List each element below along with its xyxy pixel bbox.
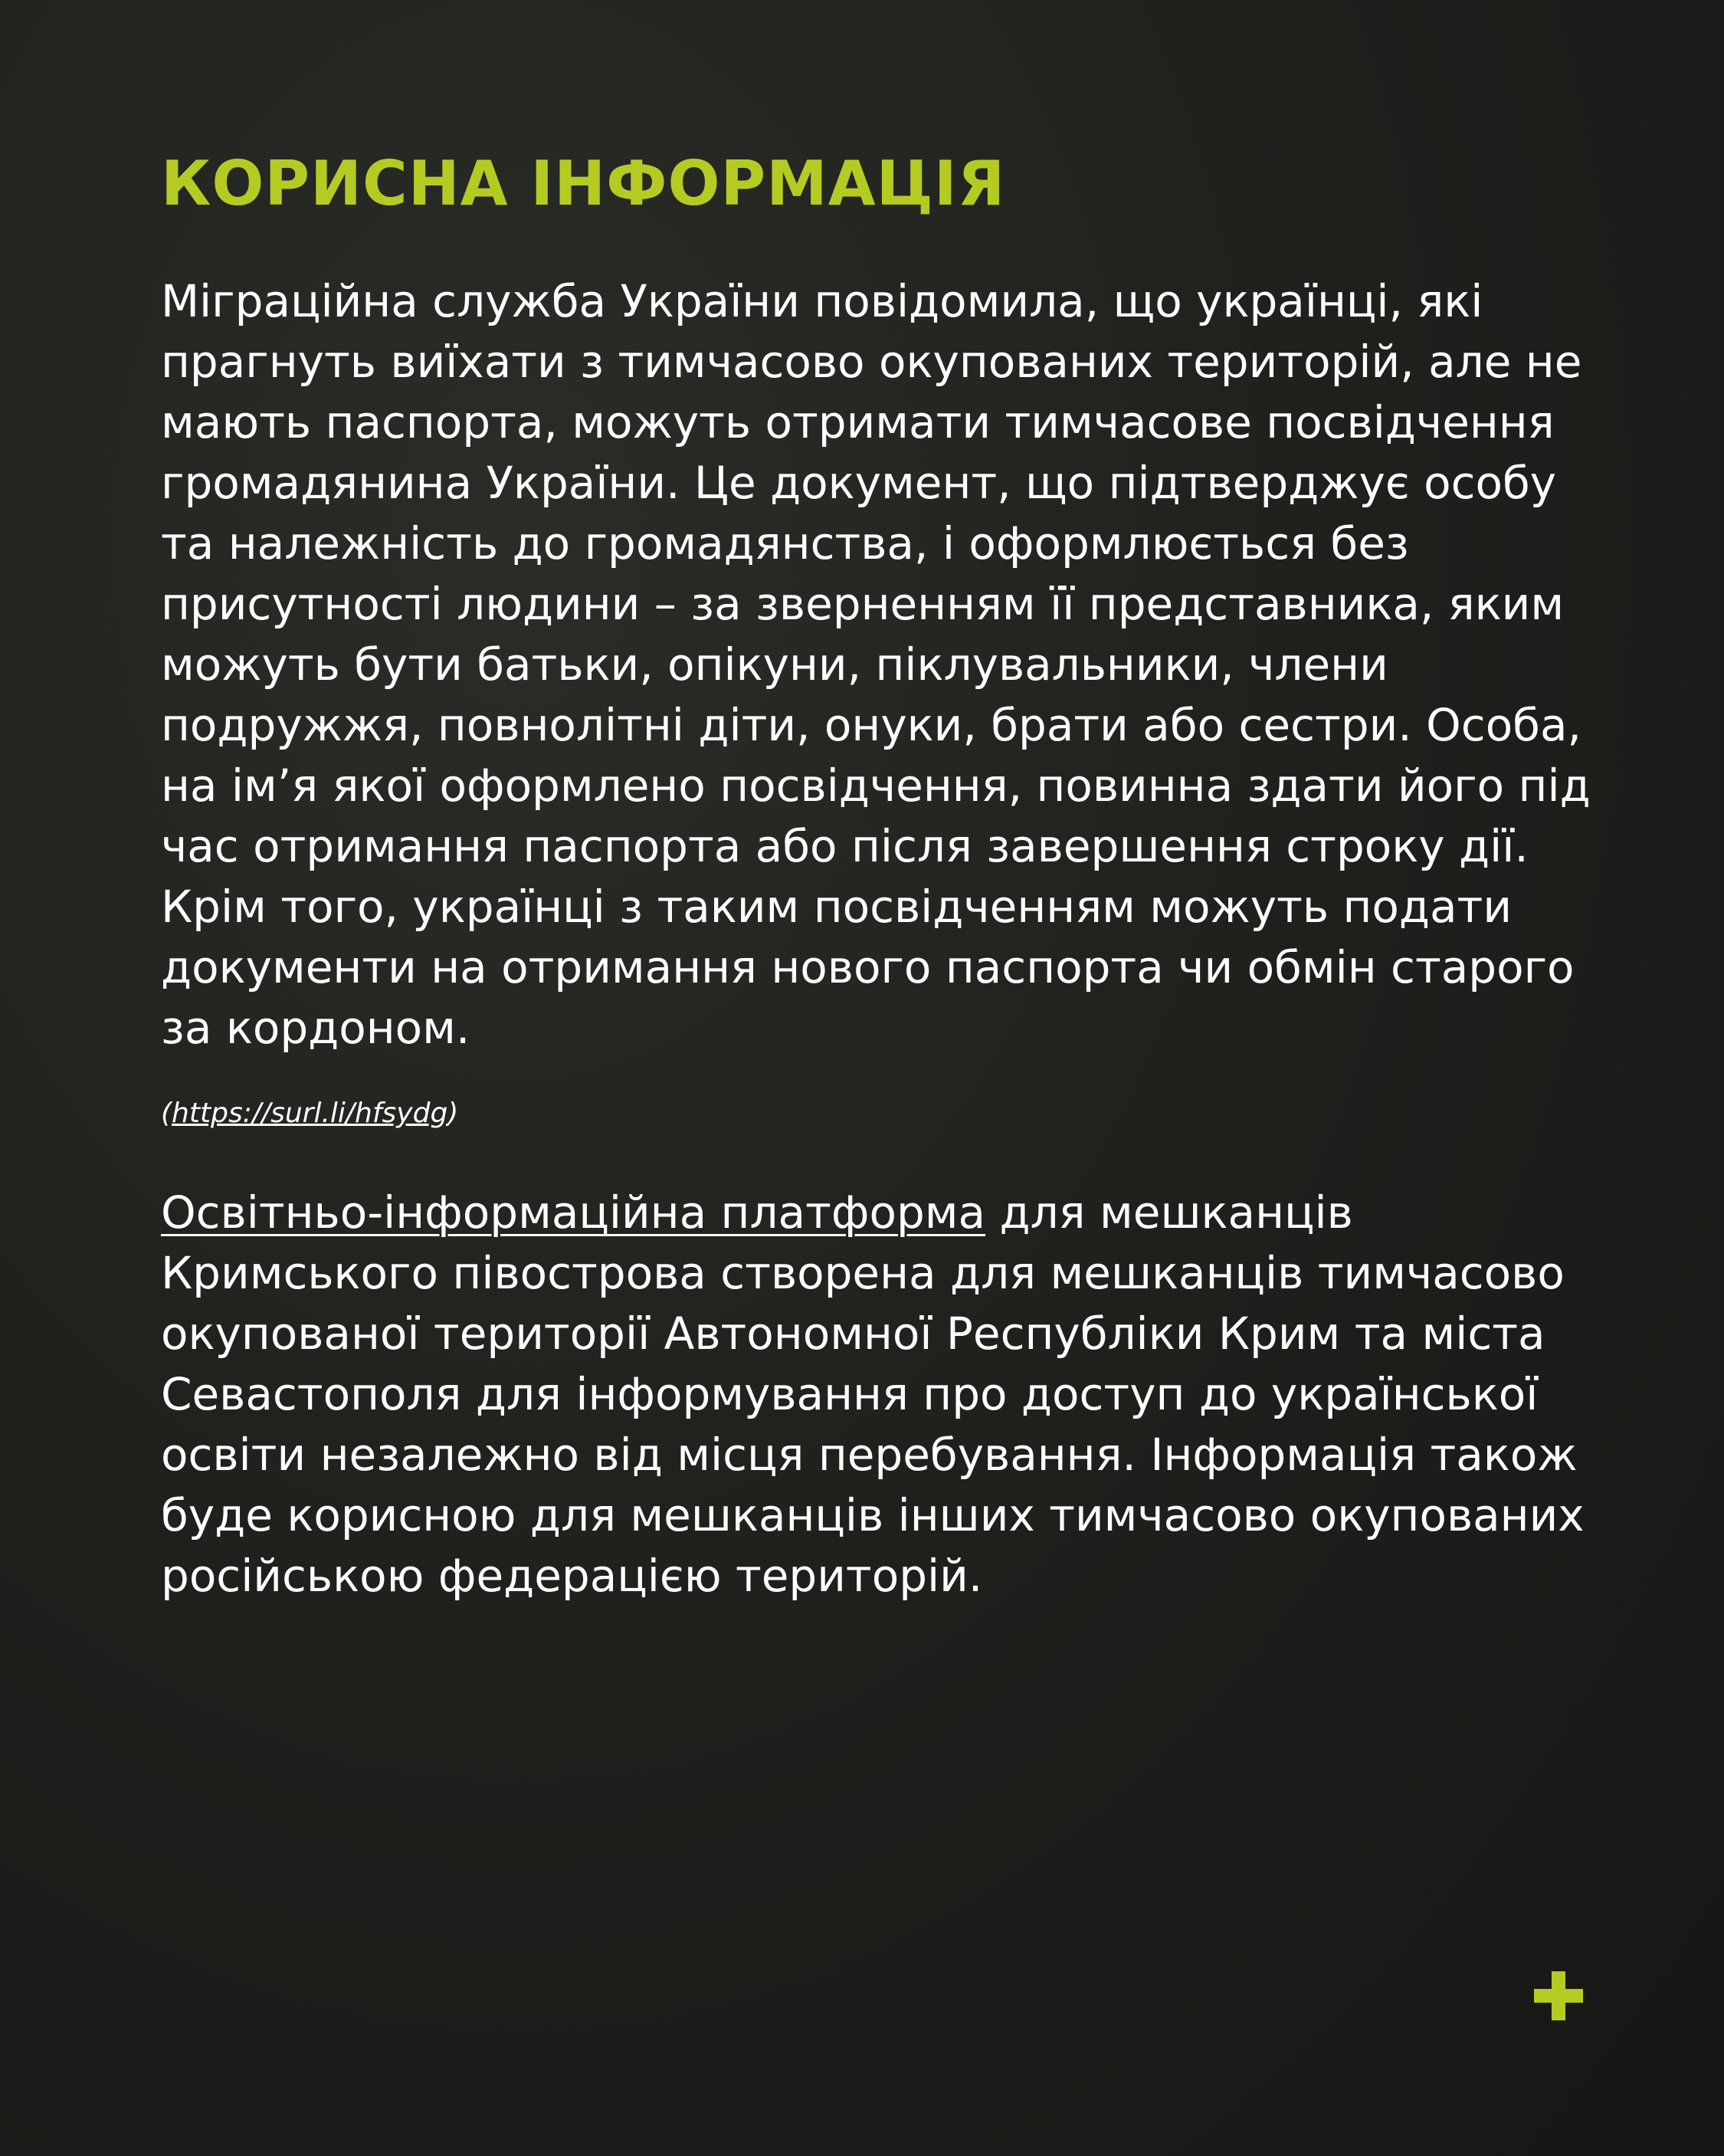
paragraph-passport-info: Міграційна служба України повідомила, що українці, які прагнуть виїхати з тимчасово окупованих територій, але не мають паспорта, можуть отримати тимчасове посвідчення громадянина України. Це документ, що підтверджує особу та належність до громадянства, і оформлюється без присутності людини – за зверненням її представника, яким можуть бути батьки, опікуни, піклувальники, члени подружжя, повнолітні діти, онуки, брати або сестри. Особа, на ім’я якої оформлено посвідчення, повинна здати його під час отримання паспорта або після завершення строку дії. Крім того, українці з таким посвідченням можуть подати документи на отримання нового паспорта чи обмін старого за кордоном. — [161, 275, 1591, 1054]
source-close-paren: ) — [447, 1098, 459, 1129]
education-platform-link[interactable]: Освітньо-інформаційна платформа — [161, 1186, 986, 1239]
page-title: КОРИСНА ІНФОРМАЦІЯ — [161, 148, 1006, 219]
paragraph-education-platform — [161, 1183, 1617, 1606]
source-link[interactable]: https://surl.li/hfsydg — [172, 1098, 448, 1129]
paragraph-education-text: для мешканців Кримського півострова створена для мешканців тимчасово окупованої території Автономної Республіки Крим та міста Севастополя для інформування про доступ до української освіти незалежно від місця перебування. Інформація також буде корисною для мешканців інших тимчасово окупованих російською федерацією територій. — [161, 1186, 1585, 1602]
source-open-paren: ( — [161, 1098, 172, 1129]
content-area — [161, 146, 1617, 1606]
source-citation — [161, 1095, 1617, 1132]
plus-icon — [1534, 1971, 1583, 2020]
